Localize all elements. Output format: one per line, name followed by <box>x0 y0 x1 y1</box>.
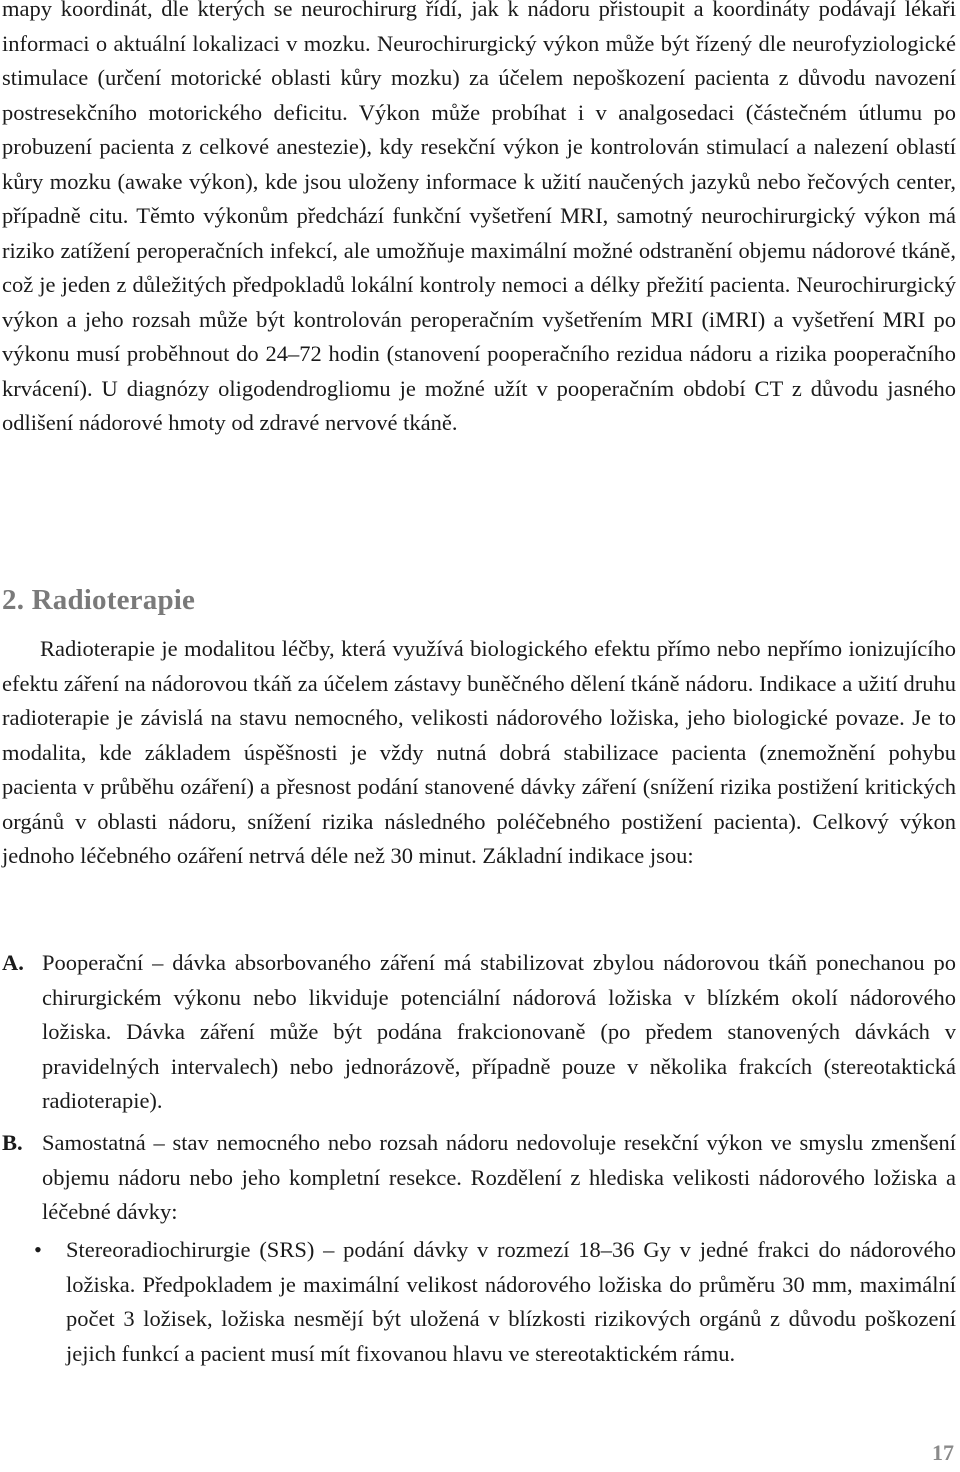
intro-paragraph: mapy koordinát, dle kterých se neurochirurg řídí, jak k nádoru přistoupit a koordináty podávají lékaři informaci o aktuální lokalizaci v mozku. Neurochirurgický výkon může být řízený dle neurofyziologické stimulace (určení motorické oblasti kůry mozku) za účelem nepoškození pacienta z důvodu navození postresekčního motorického deficitu. Výkon může probíhat i v analgosedaci (částečném útlumu po probuzení pacienta z celkové anestezie), kdy resekční výkon je kontrolován stimulací a nalezení oblastí kůry mozku (awake výkon), kde jsou uloženy informace k užití naučených jazyků nebo řečových center, případně citu. Těmto výkonům předchází funkční vyšetření MRI, samotný neurochirurgický výkon má riziko zatížení peroperačních infekcí, ale umožňuje maximální možné odstranění objemu nádorové tkáně, což je jeden z důležitých předpokladů lokální kontroly nemoci a délky přežití pacienta. Neurochirurgický výkon a jeho rozsah může být kontrolován peroperačním vyšetřením MRI (iMRI) a vyšetření MRI po výkonu musí proběhnout do 24–72 hodin (stanovení pooperačního rezidua nádoru a rizika pooperačního krvácení). U diagnózy oligodendrogliomu je možné užít v pooperačním období CT z důvodu jasného odlišení nádorové hmoty od zdravé nervové tkáně. <box>2 0 956 435</box>
section-title: Radioterapie <box>31 584 196 616</box>
bullet-text-srs: Stereoradiochirurgie (SRS) – podání dávky v rozmezí 18–36 Gy v jedné frakci do nádorového ložiska. Předpokladem je maximální velikost nádorového ložiska do průměru 30 mm, maximální počet 3 ložisek, ložiska nesmějí být uložená v blízkosti rizikových orgánů z důvodu poškození jejich funkcí a pacient musí mít fixovanou hlavu ve stereotaktickém rámu. <box>66 1237 956 1366</box>
list-marker-b: B. <box>2 1130 23 1155</box>
bullet-item-srs <box>2 1233 956 1371</box>
radiotherapy-paragraph: Radioterapie je modalitou léčby, která využívá biologického efektu přímo nebo nepřímo ionizujícího efektu záření na nádorovou tkáň za účelem zástavy buněčného dělení tkáně nádoru. Indikace a užití druhu radioterapie je závislá na stavu nemocného, velikosti nádorového ložiska, jeho biologické povaze. Je to modalita, kde základem úspěšnosti je vždy nutná dobrá stabilizace pacienta (znemožnění pohybu pacienta v průběhu ozáření) a přesnost podání stanovené dávky záření (snížení rizika postižení kritických orgánů v oblasti nádoru, snížení rizika následného poléčebného postižení pacienta). Celkový výkon jednoho léčebného ozáření netrvá déle než 30 minut. Základní indikace jsou: <box>2 636 956 868</box>
page-number: 17 <box>932 1440 954 1465</box>
list-item-b <box>2 1126 956 1230</box>
section-heading <box>2 584 195 617</box>
list-marker-a: A. <box>2 950 24 975</box>
list-text-b: Samostatná – stav nemocného nebo rozsah nádoru nedovoluje resekční výkon ve smyslu zmenšení objemu nádoru nebo jeho kompletní resekce. Rozdělení z hlediska velikosti nádorového ložiska a léčebné dávky: <box>42 1130 956 1224</box>
section-number: 2. <box>2 584 25 616</box>
bullet-icon: • <box>34 1237 42 1262</box>
list-text-a: Pooperační – dávka absorbovaného záření má stabilizovat zbylou nádorovou tkáň ponechanou po chirurgickém výkonu nebo likviduje potenciální nádorová ložiska v blízkém okolí nádorového ložiska. Dávka záření může být podána frakcionovaně (po předem stanovených dávkách v pravidelných intervalech) nebo jednorázově, případně pouze v několika frakcích (stereotaktická radioterapie). <box>42 950 956 1113</box>
list-item-a <box>2 946 956 1119</box>
